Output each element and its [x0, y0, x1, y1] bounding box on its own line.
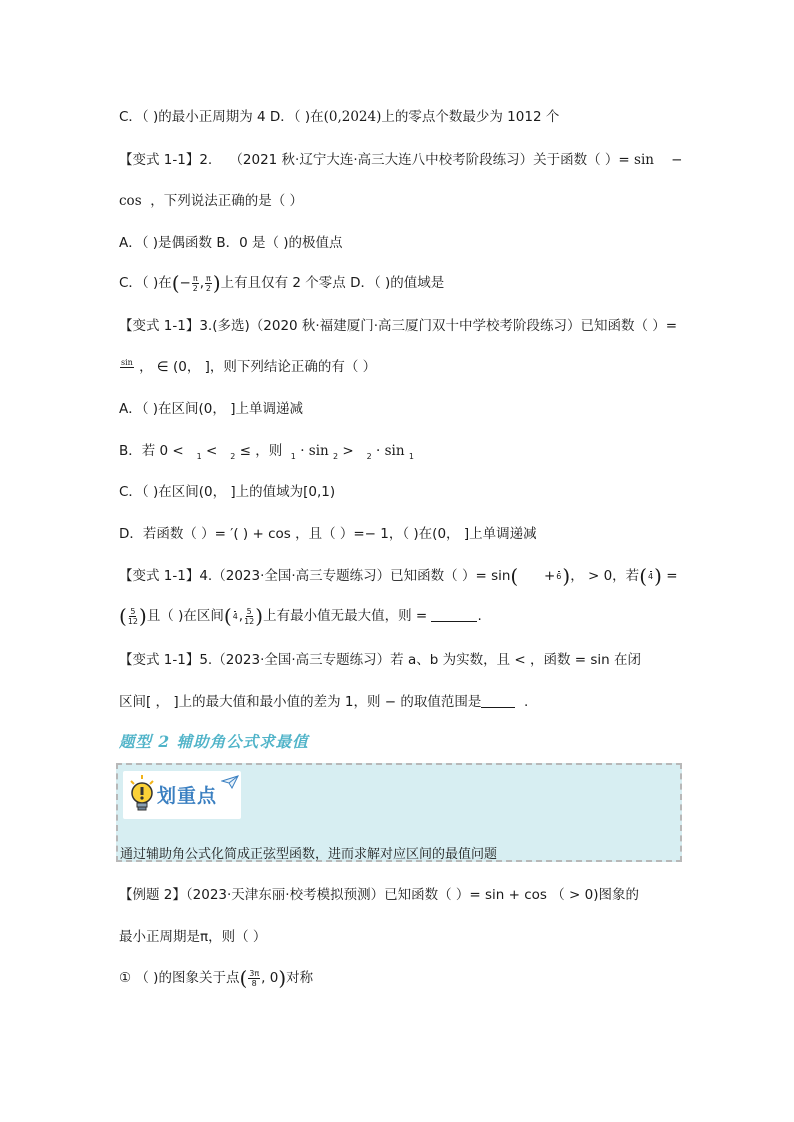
open-paren: (: [171, 271, 180, 295]
subscript: 2: [230, 452, 236, 461]
close-paren: ): [255, 604, 264, 628]
text: A．（ )是偶函数 B．0 是（ )的极值点: [119, 235, 343, 251]
text: （2023·全国·高三专题练习）若 a、b 为实数，且 < ，函数 = sin 在闭: [212, 652, 642, 668]
option-c: [119, 482, 335, 502]
close-paren: ): [212, 271, 221, 295]
text: C．（ )在: [119, 275, 172, 291]
variant-tag: 【变式 1-1】5.: [119, 652, 213, 668]
text: D．若函数（ ）= ′( ) + cos ，且（ ）=− 1，（ )在(0， ]上单调递减: [119, 526, 537, 542]
numerator: 5: [246, 606, 252, 616]
variant-5-question: [119, 650, 641, 670]
numerator: 3π: [249, 968, 260, 978]
minus-sign: −: [179, 275, 191, 291]
fraction: [248, 969, 260, 988]
text: （2023·天津东丽·校考模拟预测）已知函数（ ）= sin + cos （ > 0)图象的: [185, 887, 639, 903]
answer-blank[interactable]: [431, 607, 477, 622]
close-paren: ): [278, 966, 287, 990]
answer-blank[interactable]: [481, 693, 515, 708]
close-paren: ): [562, 564, 571, 588]
text: · sin: [300, 443, 329, 459]
text: 且（ )在区间: [146, 608, 224, 624]
fraction: [233, 611, 238, 621]
option-line-a-b: [119, 233, 343, 253]
equals: =: [666, 568, 678, 584]
example-2-question: [119, 885, 639, 905]
period: .: [523, 694, 529, 710]
variant-3-question: [119, 316, 677, 336]
denominator: 4: [232, 612, 238, 621]
interval: (0,2024): [323, 109, 382, 125]
subscript: 2: [366, 452, 372, 461]
text: · sin: [375, 443, 405, 459]
variant-5-question-cont: [119, 692, 528, 712]
fraction: [205, 274, 212, 293]
open-paren: (: [639, 564, 647, 588]
text: (多选)（2020 秋·福建厦门·高三厦门双十中学校考阶段练习）已知函数（ ）=: [212, 318, 678, 334]
func-cos: cos: [119, 193, 142, 209]
denominator: 2: [205, 283, 211, 293]
example-2-question-cont: [119, 927, 266, 947]
text: 上有最小值无最大值，则 =: [263, 608, 428, 624]
subscript: 2: [333, 452, 339, 461]
example-tag: 【例题 2】: [119, 887, 186, 903]
text: ≤ ，则: [239, 443, 283, 459]
option-a: [119, 399, 303, 419]
text: , 0: [261, 970, 279, 986]
open-paren: (: [239, 966, 248, 990]
text: （2021 秋·辽宁大连·高三大连八中校考阶段练习）关于函数（ ）=: [229, 152, 630, 168]
text: C．（ )的最小正周期为 4 D．（ )在: [119, 109, 324, 125]
option-d: [119, 524, 537, 544]
numerator: π: [205, 273, 211, 283]
variant-4-question-cont: ( $\frac{5}{12}$ )且（ )在区间( 4 , $\frac{5}{12}$ )上有最小值无最大值，则 = .: [119, 604, 482, 628]
minus: −: [671, 152, 683, 168]
keypoint-badge: [123, 771, 241, 819]
variant-tag: 【变式 1-1】4.: [119, 568, 213, 584]
open-paren: (: [119, 604, 127, 628]
text: >: [342, 443, 354, 459]
text: 对称: [286, 970, 314, 986]
variant-2-question-cont: [119, 191, 303, 211]
subscript: 1: [196, 452, 202, 461]
numerator: π: [192, 273, 198, 283]
text: （2023·全国·高三专题练习）已知函数（ ）= sin: [212, 568, 511, 584]
text: ① （ )的图象关于点: [119, 970, 240, 986]
keypoint-text: 通过辅助角公式化简成正弦型函数，进而求解对应区间的最值问题: [120, 847, 498, 862]
denominator: 12: [127, 616, 138, 626]
func-sin: sin: [634, 152, 654, 168]
subscript: 1: [408, 452, 414, 461]
paper-plane-icon: [221, 775, 239, 789]
keypoint-label: 划重点: [157, 785, 218, 807]
fraction: [120, 358, 134, 377]
denominator: 8: [251, 978, 257, 988]
variant-4-question: 【变式 1-1】4.（2023·全国·高三专题练习）已知函数（ ）= sin( + 6 )， > 0，若( 4 ) =: [119, 564, 678, 588]
text: 上有且仅有 2 个零点 D．（ )的值域是: [220, 275, 445, 291]
keypoint-box: [116, 763, 682, 862]
variant-tag: 【变式 1-1】3.: [119, 318, 213, 334]
text: 上的零点个数最少为 1012 个: [381, 109, 560, 125]
text: ，下列说法正确的是（ ）: [150, 193, 304, 209]
text: 区间[ ， ]上的最大值和最小值的差为 1，则 − 的取值范围是: [119, 694, 482, 710]
denominator: 12: [244, 616, 255, 626]
text: C．（ )在区间(0， ]上的值域为[0,1): [119, 484, 336, 500]
period: .: [477, 608, 482, 624]
denominator: [126, 368, 129, 377]
section-title: 题型 2 辅助角公式求最值: [119, 732, 309, 751]
option-b: [119, 441, 414, 467]
subscript: 1: [290, 452, 296, 461]
fraction: [556, 571, 561, 581]
text: A．（ )在区间(0， ]上单调递减: [119, 401, 303, 417]
denominator: 2: [192, 283, 198, 293]
fraction: [648, 571, 653, 581]
text: <: [206, 443, 218, 459]
text: ， ∈ (0， ]，则下列结论正确的有（ ）: [139, 359, 377, 375]
example-2-statement-1: [119, 968, 313, 988]
variant-3-question-cont: [119, 357, 376, 377]
lightbulb-icon: [128, 774, 156, 814]
denominator: 6: [556, 572, 562, 581]
variant-2-question: [119, 150, 682, 170]
open-paren: (: [223, 604, 232, 628]
variant-tag: 【变式 1-1】2.: [119, 152, 213, 168]
fraction: [244, 607, 254, 626]
option-line-c-d-2: C．（ )在(− $\frac{\pi}{2}$ , $\frac{\pi}{2}$ )上有且仅有 2 个零点 D．（ )的值域是: [119, 271, 445, 295]
numerator: 5: [130, 606, 136, 616]
denominator: 4: [648, 572, 654, 581]
close-paren: ): [654, 564, 662, 588]
open-paren: (: [510, 564, 519, 588]
fraction: [128, 607, 138, 626]
text: ， > 0，若: [570, 568, 640, 584]
numerator: sin: [121, 357, 133, 367]
text: 最小正周期是π，则（ ）: [119, 929, 267, 945]
option-line-c-d: [119, 107, 559, 127]
fraction: [192, 274, 199, 293]
text: B．若 0 <: [119, 443, 184, 459]
close-paren: ): [139, 604, 147, 628]
